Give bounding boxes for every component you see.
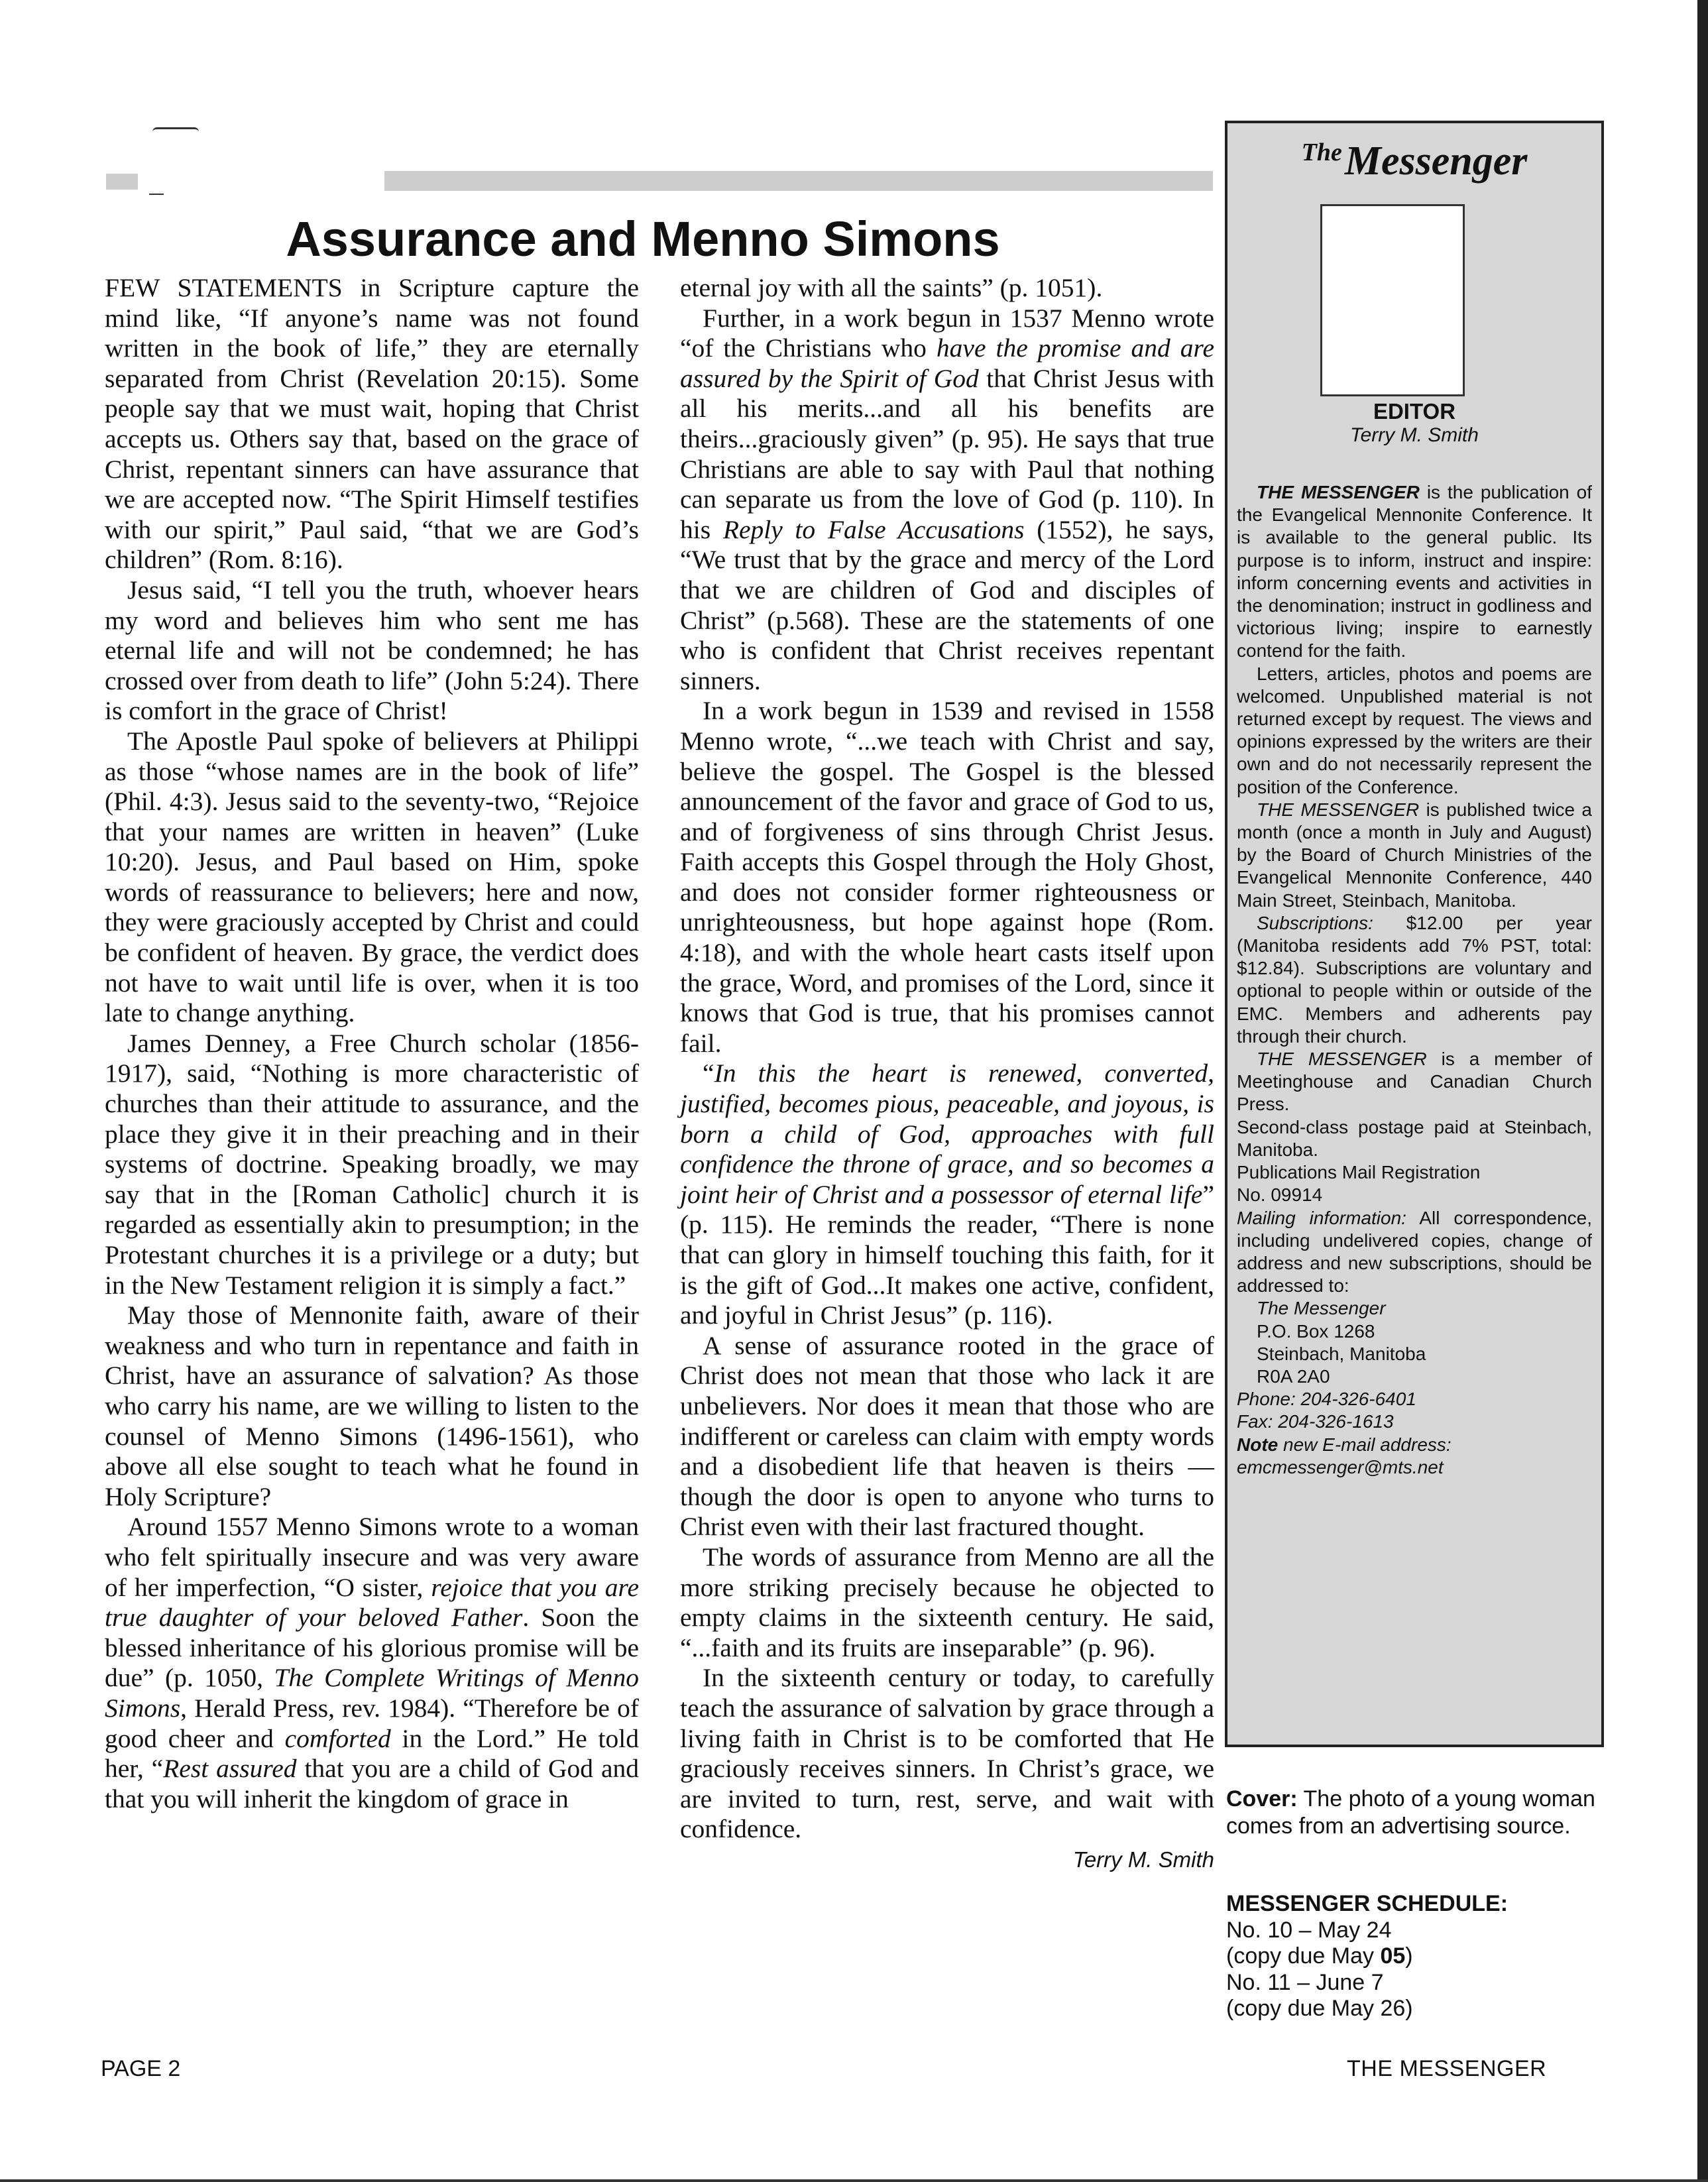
page-number: PAGE 2 bbox=[101, 2056, 181, 2081]
schedule-heading: MESSENGER SCHEDULE: bbox=[1226, 1891, 1509, 1916]
masthead-paragraph: THE MESSENGER is a member of Meetinghouse and Canadian Church Press. bbox=[1237, 1049, 1593, 1115]
author-signature: Terry M. Smith bbox=[1072, 1847, 1214, 1872]
publication-name: THE MESSENGER bbox=[1347, 2056, 1547, 2081]
paragraph: May those of Mennonite faith, aware of their weakness and who turn in repentance and faith in Christ, have an assurance of salvation? As those who carry his name, are we willing to listen to the counsel of Menno Simons (1496-1561), who above all else sought to teach what he found in Holy Scripture? bbox=[105, 1300, 639, 1511]
address-line: R0A 2A0 bbox=[1257, 1365, 1330, 1387]
fax-line: Fax: 204-326-1613 bbox=[1237, 1411, 1394, 1432]
paragraph: Around 1557 Menno Simons wrote to a woman who felt spiritually insecure and was very aware of her imperfection, “O sister, rejoice that you are true daughter of your beloved Father. Soon the blessed inheritance of his glorious promise will be due” (p. 1050, The Complete Writings of Menno Simons, Herald Press, rev. 1984). “Therefore be of good cheer and comforted in the Lord.” He told her, “Rest assured that you are a child of God and that you will inherit the kingdom of grace in bbox=[105, 1512, 639, 1813]
schedule-line: (copy due May 26) bbox=[1226, 1996, 1413, 2021]
masthead-paragraph: Subscriptions: $12.00 per year (Manitoba residents add 7% PST, total: $12.84). Subscriptions are voluntary and optional to people within or outside of the EMC. Members and adherents pay through their church. bbox=[1237, 912, 1592, 1047]
paragraph: The Apostle Paul spoke of believers at Philippi as those “whose names are in the book of life” (Phil. 4:3). Jesus said to the seventy-two, “Rejoice that your names are written in heaven” (Luke 10:20). Jesus, and Paul based on Him, spoke words of reassurance to believers; here and now, they were graciously accepted by Christ and could be confident of heaven. By grace, the verdict does not have to wait until life is over, when it is too late to change anything. bbox=[105, 726, 639, 1028]
paragraph: In a work begun in 1539 and revised in 1558 Menno wrote, “...we teach with Christ and say, believe the gospel. The Gospel is the blessed announcement of the favor and grace of God to us, and of forgiveness of sins through Christ Jesus. Faith accepts this Gospel through the Holy Ghost, and does not consider former righteousness or unrighteousness, but hope against hope (Rom. 4:18), and with the whole heart casts itself upon the grace, Word, and promises of the Lord, since it knows that God is true, that his promises cannot fail. bbox=[680, 696, 1214, 1058]
header-tab-block bbox=[106, 174, 138, 190]
schedule-line: No. 11 – June 7 bbox=[1226, 1969, 1384, 1995]
masthead-paragraph: THE MESSENGER is published twice a month (once a month in July and August) by the Board of Church Ministries of the Evangelical Mennonite Conference, 440 Main Street, Steinbach, Manitoba. bbox=[1237, 799, 1593, 911]
masthead-line: Second-class postage paid at Steinbach, Manitoba. bbox=[1237, 1116, 1592, 1160]
masthead-paragraph: Letters, articles, photos and poems are welcomed. Unpublished material is not returned except by request. The views and opinions expressed by the writers are their own and do not necessarily represent the position of the Conference. bbox=[1237, 663, 1592, 797]
header-rule-bar bbox=[384, 171, 1213, 191]
paragraph: Jesus said, “I tell you the truth, whoever hears my word and believes him who sent me has eternal life and will not be condemned; he has crossed over from death to life” (John 5:24). There is comfort in the grace of Christ! bbox=[105, 575, 639, 726]
address-line: The Messenger bbox=[1257, 1298, 1386, 1319]
masthead-box bbox=[1225, 121, 1604, 1747]
article-column-middle bbox=[680, 273, 1214, 1874]
masthead-text bbox=[1237, 481, 1592, 1479]
page-edge-bottom bbox=[0, 2179, 1708, 2182]
paragraph: FEW STATEMENTS in Scripture capture the mind like, “If anyone’s name was not found written in the book of life,” they are eternally separated from Christ (Revelation 20:15). Some people say that we must wait, hoping that Christ accepts us. Others say that, based on the grace of Christ, repentant sinners can have assurance that we are accepted now. “The Spirit Himself testifies with our spirit,” Paul said, “that we are God’s children” (Rom. 8:16). bbox=[105, 273, 639, 575]
schedule-line: No. 10 – May 24 bbox=[1226, 1917, 1392, 1943]
header-decoration-tick bbox=[149, 194, 164, 195]
masthead-line: No. 09914 bbox=[1237, 1184, 1323, 1206]
schedule-line: (copy due May 05) bbox=[1226, 1943, 1413, 1969]
editor-label: EDITOR bbox=[1373, 399, 1456, 424]
masthead-line: Publications Mail Registration bbox=[1237, 1162, 1481, 1183]
address-line: Steinbach, Manitoba bbox=[1257, 1343, 1426, 1364]
address-line: P.O. Box 1268 bbox=[1257, 1320, 1375, 1342]
messenger-schedule bbox=[1226, 1891, 1624, 2022]
email-address: emcmessenger@mts.net bbox=[1237, 1456, 1444, 1477]
paragraph: “In this the heart is renewed, converted, justified, becomes pious, peaceable, and joyous, is born a child of God, approaches with full confidence the throne of grace, and so becomes a joint heir of Christ and a possessor of eternal life” (p. 115). He reminds the reader, “There is none that can glory in himself touching this faith, for it is the gift of God...It makes one active, confident, and joyful in Christ Jesus” (p. 116). bbox=[680, 1059, 1214, 1330]
masthead-title: The Messenger bbox=[1301, 139, 1528, 184]
paragraph: Further, in a work begun in 1537 Menno wrote “of the Christians who have the promise and are assured by the Spirit of God that Christ Jesus with all his merits...and all his benefits are theirs...graciously given” (p. 95). He says that true Christians are able to say with Paul that nothing can separate us from the love of God (p. 110). In his Reply to False Accusations (1552), he says, “We trust that by the grace and mercy of the Lord that we are children of God and disciples of Christ” (p.568). These are the statements of one who is confident that Christ receives repentant sinners. bbox=[680, 303, 1214, 695]
article-column-left bbox=[105, 273, 639, 1814]
paragraph: eternal joy with all the saints” (p. 1051). bbox=[680, 273, 1103, 302]
paragraph: James Denney, a Free Church scholar (1856-1917), said, “Nothing is more characteristic of churches than their attitude to assurance, and the place they give it in their preaching and in their systems of doctrine. Speaking broadly, we may say that in the [Roman Catholic] church it is regarded as essentially akin to presumption; in the Protestant churches it is a privilege or a duty; but in the New Testament religion it is simply a fact.” bbox=[105, 1028, 639, 1300]
article-title: Assurance and Menno Simons bbox=[286, 211, 1000, 266]
cover-note: Cover: The photo of a young woman comes from an advertising source. bbox=[1226, 1786, 1595, 1839]
masthead-paragraph: THE MESSENGER is the publication of the Evangelical Mennonite Conference. It is available to the general public. Its purpose is to inform, instruct and inspire: inform concerning events and activities in the denomination; instruct in godliness and victorious living; inspire to earnestly contend for the faith. bbox=[1237, 482, 1593, 661]
masthead-paragraph: Mailing information: All correspondence, including undelivered copies, change of address and new subscriptions, should be addressed to: bbox=[1237, 1207, 1592, 1296]
paragraph: A sense of assurance rooted in the grace of Christ does not mean that those who lack it are unbelievers. Nor does it mean that those who are indifferent or careless can claim with empty words and a disobedient life that heaven is theirs — though the door is open to anyone who turns to Christ even with their last fractured thought. bbox=[680, 1330, 1214, 1542]
phone-line: Phone: 204-326-6401 bbox=[1237, 1389, 1416, 1410]
paragraph: The words of assurance from Menno are all the more striking precisely because he objected to empty claims in the sixteenth century. He said, “...faith and its fruits are inseparable” (p. 96). bbox=[680, 1542, 1214, 1662]
header-decoration-mark bbox=[152, 127, 199, 132]
email-note: Note new E-mail address: bbox=[1237, 1434, 1452, 1455]
paragraph: In the sixteenth century or today, to carefully teach the assurance of salvation by grace through a living faith in Christ is to be comforted that He graciously receives sinners. In Christ’s grace, we are invited to turn, rest, serve, and wait with confidence. bbox=[680, 1663, 1214, 1844]
page-edge-shadow bbox=[1697, 0, 1708, 2182]
editor-name: Terry M. Smith bbox=[1350, 424, 1479, 446]
editor-photo-placeholder bbox=[1320, 204, 1465, 396]
